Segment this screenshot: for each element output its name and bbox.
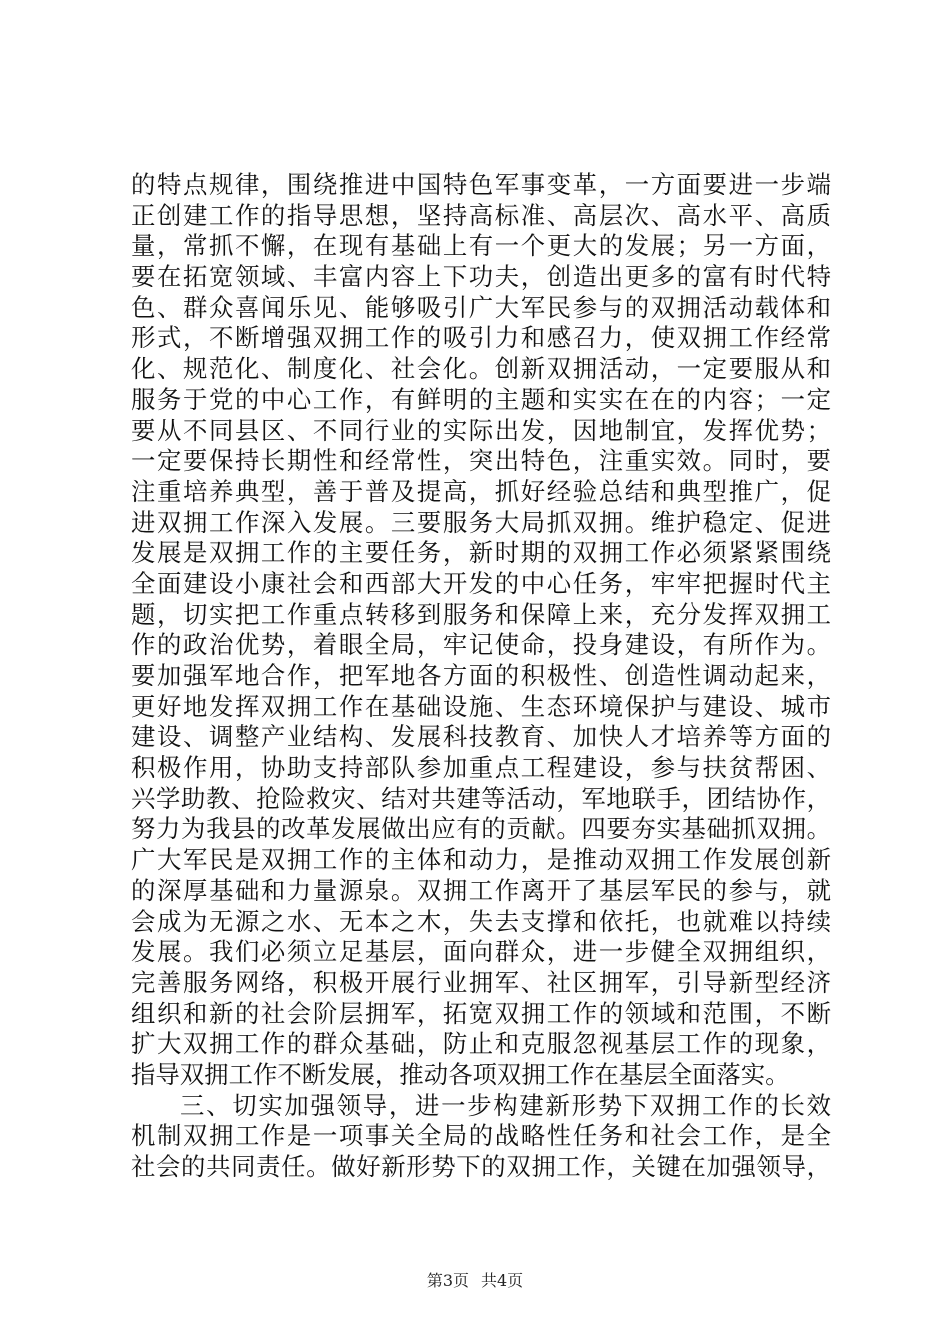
- text-line: 广大军民是双拥工作的主体和动力，是推动双拥工作发展创新: [131, 845, 831, 875]
- page-total: 共4页: [481, 1271, 524, 1290]
- text-line: 要在拓宽领域、丰富内容上下功夫，创造出更多的富有时代特: [131, 262, 831, 292]
- text-line: 要从不同县区、不同行业的实际出发，因地制宜，发挥优势；: [131, 415, 831, 445]
- text-line: 发展。我们必须立足基层，面向群众，进一步健全双拥组织，: [131, 937, 831, 967]
- body-text: [131, 170, 831, 1183]
- text-line: 全面建设小康社会和西部大开发的中心任务，牢牢把握时代主: [131, 568, 831, 598]
- text-line: 色、群众喜闻乐见、能够吸引广大军民参与的双拥活动载体和: [131, 292, 831, 322]
- text-line: 形式，不断增强双拥工作的吸引力和感召力，使双拥工作经常: [131, 323, 831, 353]
- text-line: 积极作用，协助支持部队参加重点工程建设，参与扶贫帮困、: [131, 753, 831, 783]
- text-line: 指导双拥工作不断发展，推动各项双拥工作在基层全面落实。: [131, 1059, 790, 1089]
- text-line: 量，常抓不懈，在现有基础上有一个更大的发展；另一方面，: [131, 231, 831, 261]
- text-line: 正创建工作的指导思想，坚持高标准、高层次、高水平、高质: [131, 200, 831, 230]
- text-line: 更好地发挥双拥工作在基础设施、生态环境保护与建设、城市: [131, 691, 831, 721]
- page-number: 第3页: [426, 1271, 469, 1290]
- text-line: 题，切实把工作重点转移到服务和保障上来，充分发挥双拥工: [131, 599, 831, 629]
- text-line: 机制双拥工作是一项事关全局的战略性任务和社会工作，是全: [131, 1121, 831, 1151]
- text-line: 作的政治优势，着眼全局，牢记使命，投身建设，有所作为。: [131, 630, 831, 660]
- text-line: 组织和新的社会阶层拥军，拓宽双拥工作的领域和范围，不断: [131, 998, 831, 1028]
- text-line: 的特点规律，围绕推进中国特色军事变革，一方面要进一步端: [131, 170, 831, 199]
- text-line: 建设、调整产业结构、发展科技教育、加快人才培养等方面的: [131, 722, 831, 752]
- text-line: 一定要保持长期性和经常性，突出特色，注重实效。同时，要: [131, 446, 831, 476]
- text-line: 会成为无源之水、无本之木，失去支撑和依托，也就难以持续: [131, 906, 831, 936]
- text-line: 注重培养典型，善于普及提高，抓好经验总结和典型推广，促: [131, 476, 831, 506]
- text-line: 发展是双拥工作的主要任务，新时期的双拥工作必须紧紧围绕: [131, 538, 831, 568]
- section-heading-line: 三、切实加强领导，进一步构建新形势下双拥工作的长效: [180, 1090, 831, 1120]
- text-line: 兴学助教、抢险救灾、结对共建等活动，军地联手，团结协作，: [131, 783, 831, 813]
- text-line: 进双拥工作深入发展。三要服务大局抓双拥。维护稳定、促进: [131, 507, 831, 537]
- text-line: 要加强军地合作，把军地各方面的积极性、创造性调动起来，: [131, 661, 831, 690]
- text-line: 完善服务网络，积极开展行业拥军、社区拥军，引导新型经济: [131, 967, 831, 997]
- text-line: 努力为我县的改革发展做出应有的贡献。四要夯实基础抓双拥。: [131, 814, 831, 844]
- text-line: 化、规范化、制度化、社会化。创新双拥活动，一定要服从和: [131, 354, 831, 384]
- text-line: 服务于党的中心工作，有鲜明的主题和实实在在的内容；一定: [131, 384, 831, 414]
- text-line: 的深厚基础和力量源泉。双拥工作离开了基层军民的参与，就: [131, 875, 831, 905]
- page-footer: [0, 1268, 950, 1291]
- text-line: 社会的共同责任。做好新形势下的双拥工作，关键在加强领导，: [131, 1152, 831, 1181]
- text-line: 扩大双拥工作的群众基础，防止和克服忽视基层工作的现象，: [131, 1029, 831, 1059]
